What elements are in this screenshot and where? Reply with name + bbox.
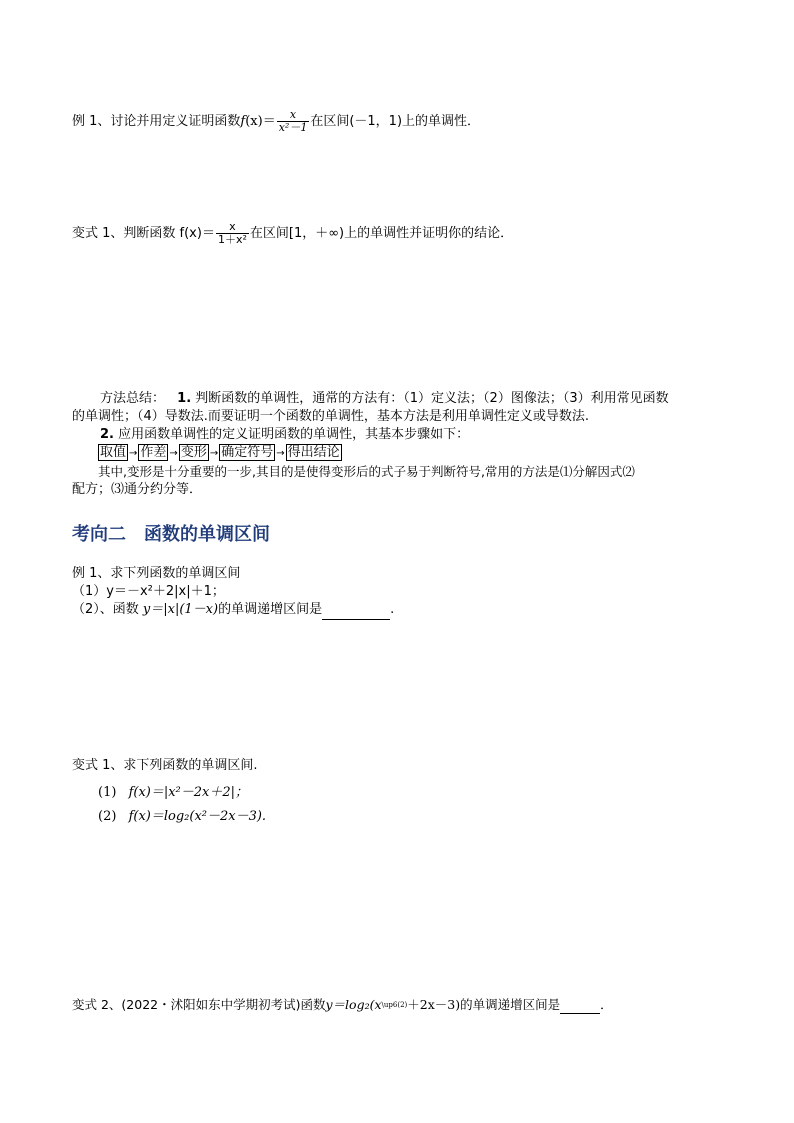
example2-item2-post: 的单调递增区间是: [218, 602, 323, 617]
example1-suffix: 在区间(－1，1)上的单调性．: [310, 114, 481, 129]
variant2-item1: [98, 785, 248, 801]
variant2-item1-expr: f(x)＝|x²－2x＋2|；: [128, 785, 249, 800]
step-5: 得出结论: [287, 445, 340, 460]
variant1-fraction: [216, 221, 249, 246]
method-p1-number: 1.: [177, 391, 192, 406]
example2-item2-end: .: [390, 602, 395, 617]
step-3: 变形: [180, 445, 207, 460]
example1-eq: ＝: [262, 114, 276, 129]
example1-numerator: x: [277, 109, 310, 122]
variant2-item1-label: (1): [98, 785, 117, 800]
method-p2-number: 2.: [100, 427, 114, 442]
arrow-icon: →: [209, 448, 219, 459]
arrow-icon: →: [276, 448, 285, 459]
example2-block: [72, 565, 732, 620]
variant1-prefix: 变式 1、判断函数 f(x)＝: [72, 226, 215, 241]
example1-fraction: [277, 109, 310, 134]
answer-blank[interactable]: [322, 601, 390, 620]
example1-line: [72, 109, 480, 134]
method-summary: [72, 390, 732, 499]
variant3-expr2: ＋2x－3): [407, 997, 461, 1012]
example1-fname: f: [240, 114, 246, 129]
method-line3: [72, 426, 732, 444]
method-p1-text: 判断函数的单调性，通常的方法有：（1）定义法；（2）图像法；（3）利用常见函数: [195, 391, 669, 406]
example2-intro: 例 1、求下列函数的单调区间: [72, 566, 241, 581]
example1-denominator: x²－1: [278, 121, 308, 134]
method-line5: 其中,变形是十分重要的一步,其目的是使得变形后的式子易于判断符号,常用的方法是⑴分解因式⑵: [98, 464, 635, 479]
variant1-suffix: 在区间[1，＋∞)上的单调性并证明你的结论．: [249, 226, 514, 241]
step-2: 作差: [140, 445, 167, 460]
method-line6: 配方；⑶通分约分等．: [72, 482, 203, 497]
example2-item1: （1）y＝－x²＋2|x|＋1；: [72, 584, 225, 599]
variant3-prefix: 变式 2、(2022・沭阳如东中学期初考试)函数: [72, 997, 326, 1012]
method-steps: [72, 444, 732, 463]
method-p2-text: 应用函数单调性的定义证明函数的单调性，其基本步骤如下：: [118, 427, 470, 442]
variant1-line: [72, 221, 513, 246]
variant3-expr: y＝log₂(x: [325, 997, 382, 1012]
example2-item2-pre: （2）、函数: [72, 602, 143, 617]
variant2-item2-expr: f(x)＝log₂(x²－2x－3).: [128, 809, 267, 824]
method-label: 方法总结：: [100, 391, 166, 406]
variant2-intro: 变式 1、求下列函数的单调区间.: [72, 758, 258, 773]
variant3-sup: \up6(2): [381, 1001, 408, 1009]
answer-blank[interactable]: [560, 997, 600, 1014]
variant1-numerator: x: [216, 221, 249, 234]
section-heading: 考向二 函数的单调区间: [72, 524, 270, 545]
variant3-end: ．: [600, 997, 613, 1012]
variant2-item2-label: (2): [98, 809, 117, 824]
method-line1: [72, 390, 732, 408]
variant3-line: [72, 997, 613, 1014]
step-4: 确定符号: [221, 445, 274, 460]
example1-prefix: 例 1、讨论并用定义证明函数: [72, 114, 241, 129]
variant3-post: 的单调递增区间是: [460, 997, 561, 1012]
step-1: 取值: [100, 445, 127, 460]
arrow-icon: →: [169, 448, 178, 459]
variant2-item2: [98, 809, 266, 825]
method-line2: 的单调性；（4）导数法.而要证明一个函数的单调性，基本方法是利用单调性定义或导数法.: [72, 409, 590, 424]
example1-arg: (x): [245, 114, 263, 129]
example2-item2-expr: y＝|x|(1－x): [142, 602, 219, 617]
variant1-denominator: 1＋x²: [217, 233, 247, 246]
arrow-icon: →: [129, 448, 138, 459]
example2-item2: [72, 601, 732, 620]
